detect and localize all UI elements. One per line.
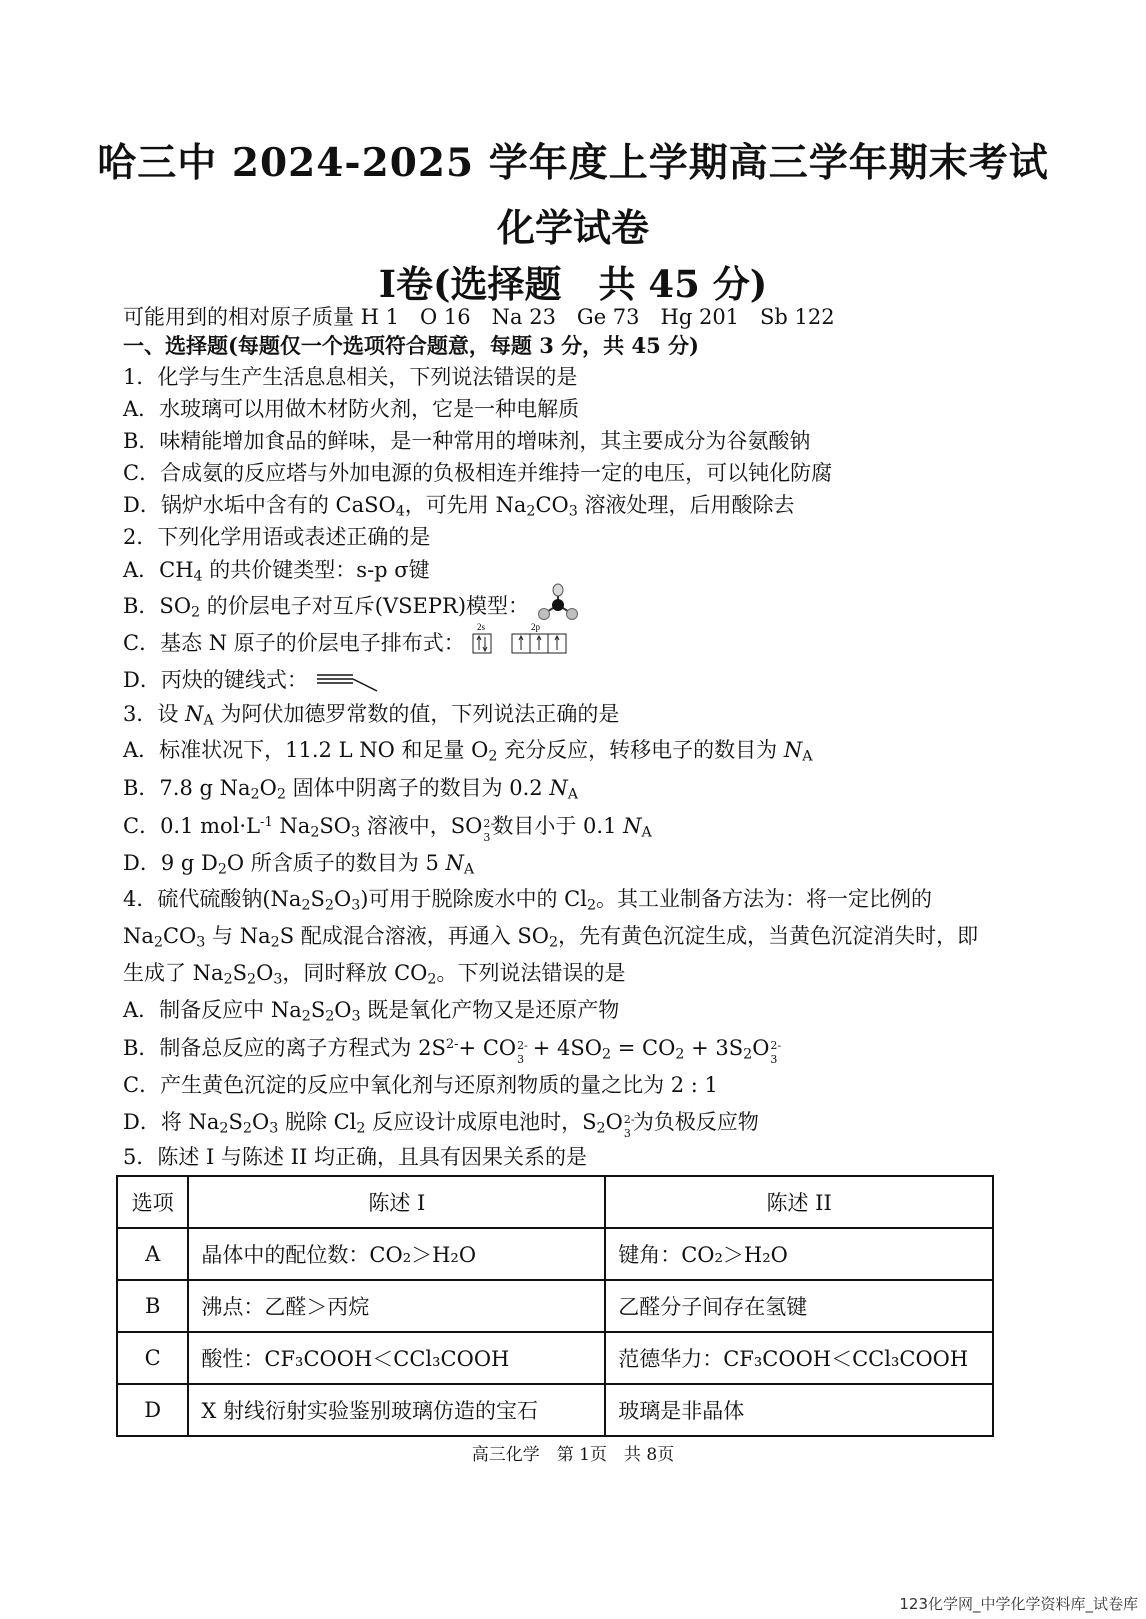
q3-option-a: A．标准状况下，11.2 L NO 和足量 $O_2$ 充分反应，转移电子的数目为 $N_A$ [123, 738, 813, 765]
q2-option-d: D．丙炔的键线式： [123, 666, 381, 694]
table-cell-option: C [117, 1332, 188, 1384]
vsepr-model-diagram [536, 581, 586, 621]
exam-title: 哈三中 2024-2025 学年度上学期高三学年期末考试 [97, 140, 1049, 186]
table-row [117, 1228, 993, 1280]
q4-stem-line1: 4．硫代硫酸钠$(Na_2S_2O_3)$可用于脱除废水中的 $Cl_2$。其工业制备方法为：将一定比例的 [123, 887, 933, 914]
table-header-cell: 陈述 II [605, 1176, 993, 1228]
q1-option-d: D．锅炉水垢中含有的 CaSO$_4$，可先用 $Na_2CO_3$ 溶液处理，后用酸除去 [123, 493, 795, 520]
q4-option-d: D．将 $Na_2S_2O_3$ 脱除 $Cl_2$ 反应设计成原电池时，$S_2O$ 2- 3 为负极反应物 [123, 1110, 759, 1140]
table-row [117, 1280, 993, 1332]
watermark-text: 123化学网_中学化学资料库_试卷库 [899, 1595, 1138, 1613]
table-header-row [117, 1176, 993, 1228]
q3-stem: 3．设 $N_A$ 为阿伏加德罗常数的值，下列说法正确的是 [123, 702, 620, 729]
q3-option-c: C．0.1 $mol\cdot L^{-1}$ $Na_2SO_3$ 溶液中，SO 2- 3 数目小于 0.1 $N_A$ [123, 814, 652, 844]
table-cell-option: B [117, 1280, 188, 1332]
table-cell-statement1: 晶体中的配位数：CO₂＞H₂O [188, 1228, 605, 1280]
q2-option-b: B．$SO_2$ 的价层电子对互斥(VSEPR)模型： [123, 592, 586, 621]
q4-option-c: C．产生黄色沉淀的反应中氧化剂与还原剂物质的量之比为 2 : 1 [123, 1073, 718, 1097]
table-header-cell: 选项 [117, 1176, 188, 1228]
table-cell-option: D [117, 1384, 188, 1436]
orbital-diagram [471, 621, 581, 657]
table-cell-statement2: 范德华力：CF₃COOH＜CCl₃COOH [605, 1332, 993, 1384]
q4-stem-line3: 生成了 $Na_2S_2O_3$，同时释放 $CO_2$。下列说法错误的是 [123, 961, 626, 988]
table-cell-statement1: 酸性：CF₃COOH＜CCl₃COOH [188, 1332, 605, 1384]
table-row [117, 1384, 993, 1436]
exam-subtitle: 化学试卷 [496, 205, 649, 250]
propyne-skeletal-formula [315, 667, 381, 693]
q1-option-c: C．合成氨的反应塔与外加电源的负极相连并维持一定的电压，可以钝化防腐 [123, 461, 833, 485]
q4-option-b: B．制备总反应的离子方程式为 $2S^{2-}+$ CO 2- 3 + $4SO_2 = CO_2 + 3S_2O$ 2- 3 [123, 1036, 782, 1066]
q2-option-a: A．$CH_4$ 的共价键类型：s-p σ键 [123, 558, 430, 585]
q5-stem: 5．陈述 I 与陈述 II 均正确，且具有因果关系的是 [123, 1145, 587, 1169]
q2-option-c: C．基态 N 原子的价层电子排布式： 2s 2p [123, 629, 581, 657]
atomic-masses: 可能用到的相对原子质量 H 1 O 16 Na 23 Ge 73 Hg 201 Sb 122 [123, 305, 835, 329]
q1-option-b: B．味精能增加食品的鲜味，是一种常用的增味剂，其主要成分为谷氨酸钠 [123, 429, 811, 453]
table-row [117, 1332, 993, 1384]
table-cell-statement1: 沸点：乙醛＞丙烷 [188, 1280, 605, 1332]
orbital-2s-label: 2s [477, 621, 486, 632]
section-title: I卷(选择题 共 45 分) [378, 262, 768, 306]
q2-stem: 2．下列化学用语或表述正确的是 [123, 525, 431, 549]
q4-stem-line2: $Na_2CO_3$ 与 $Na_2S$ 配成混合溶液，再通入 $SO_2$，先有黄色沉淀生成，当黄色沉淀消失时，即 [123, 924, 979, 951]
table-header-cell: 陈述 I [188, 1176, 605, 1228]
table-cell-statement2: 玻璃是非晶体 [605, 1384, 993, 1436]
q1-option-a: A．水玻璃可以用做木材防火剂，它是一种电解质 [123, 397, 580, 421]
table-cell-statement2: 键角：CO₂＞H₂O [605, 1228, 993, 1280]
page-footer: 高三化学 第 1页 共 8页 [471, 1445, 675, 1465]
part-heading: 一、选择题(每题仅一个选项符合题意，每题 3 分，共 45 分) [123, 333, 699, 358]
table-cell-option: A [117, 1228, 188, 1280]
q3-option-b: B．7.8 g $Na_2O_2$ 固体中阴离子的数目为 0.2 $N_A$ [123, 776, 579, 803]
q5-table [116, 1175, 994, 1437]
table-cell-statement2: 乙醛分子间存在氢键 [605, 1280, 993, 1332]
q1-stem: 1．化学与生产生活息息相关，下列说法错误的是 [123, 365, 578, 389]
q3-option-d: D．9 g $D_2O$ 所含质子的数目为 5 $N_A$ [123, 851, 475, 878]
table-cell-statement1: X 射线衍射实验鉴别玻璃仿造的宝石 [188, 1384, 605, 1436]
orbital-2p-label: 2p [531, 621, 541, 632]
q4-option-a: A．制备反应中 $Na_2S_2O_3$ 既是氧化产物又是还原产物 [123, 998, 620, 1025]
